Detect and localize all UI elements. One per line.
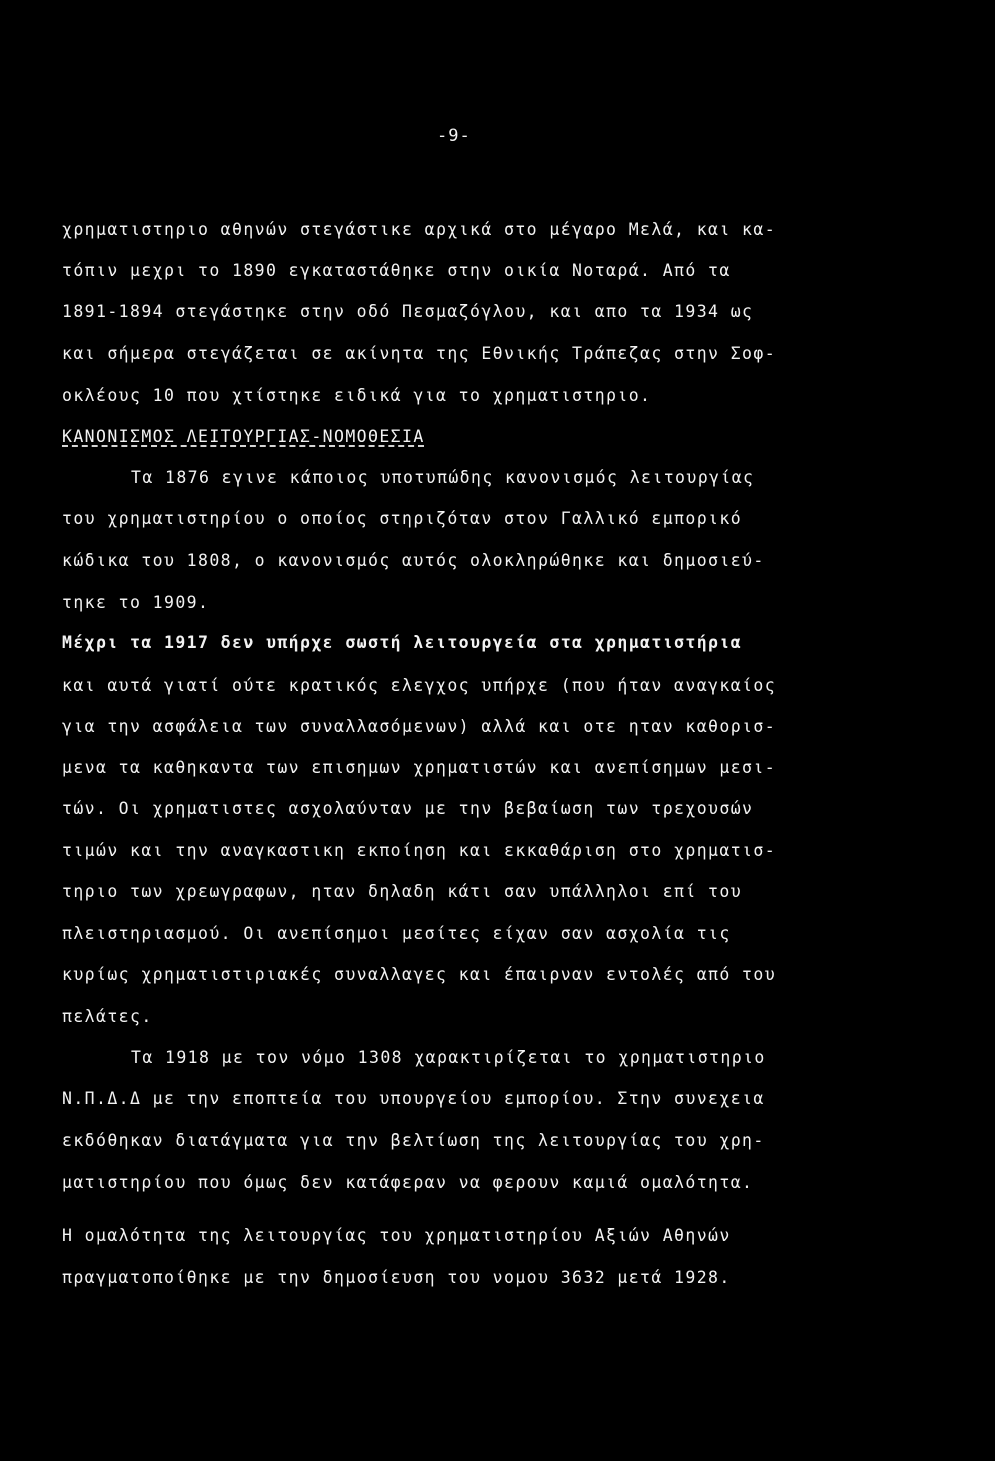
text-line: Τα 1876 εγινε κάποιος υποτυπώδης κανονισμός λειτουργίας bbox=[131, 468, 755, 487]
text-line: κώδικα του 1808, ο κανονισμός αυτός ολοκληρώθηκε και δημοσιεύ- bbox=[62, 551, 765, 570]
text-line: οκλέους 10 που χτίστηκε ειδικά για το χρηματιστηριο. bbox=[62, 386, 652, 405]
text-line: πελάτες. bbox=[62, 1007, 153, 1026]
text-line: εκδόθηκαν διατάγματα για την βελτίωση της λειτουργίας του χρη- bbox=[62, 1131, 765, 1150]
text-line: πραγματοποίθηκε με την δημοσίευση του νομου 3632 μετά 1928. bbox=[62, 1268, 731, 1287]
text-line: και σήμερα στεγάζεται σε ακίνητα της Εθνικής Τράπεζας στην Σοφ- bbox=[62, 344, 777, 363]
text-line: Η ομαλότητα της λειτουργίας του χρηματιστηρίου Αξιών Αθηνών bbox=[62, 1226, 731, 1245]
text-line: Τα 1918 με τον νόμο 1308 χαρακτιρίζεται το χρηματιστηριο bbox=[131, 1048, 766, 1067]
text-line: τηριο των χρεωγραφων, ηταν δηλαδη κάτι σαν υπάλληλοι επί του bbox=[62, 882, 743, 901]
text-line: χρηματιστηριο αθηνών στεγάστικε αρχικά στο μέγαρο Μελά, και κα- bbox=[62, 220, 777, 239]
text-line: πλειστηριασμού. Οι ανεπίσημοι μεσίτες είχαν σαν ασχολία τις bbox=[62, 924, 731, 943]
page-number: -9- bbox=[437, 126, 471, 146]
text-line: και αυτά γιατί ούτε κρατικός ελεγχος υπήρχε (που ήταν αναγκαίος bbox=[62, 676, 777, 695]
text-line: τών. Οι χρηματιστες ασχολαύνταν με την βεβαίωση των τρεχουσών bbox=[62, 799, 754, 818]
text-line: Ν.Π.Δ.Δ με την εποπτεία του υπουργείου εμπορίου. Στην συνεχεια bbox=[62, 1089, 765, 1108]
text-line: Μέχρι τα 1917 δεν υπήρχε σωστή λειτουργεία στα χρηματιστήρια bbox=[62, 633, 743, 652]
text-line: ματιστηρίου που όμως δεν κατάφεραν να φερουν καμιά ομαλότητα. bbox=[62, 1173, 754, 1192]
section-heading: ΚΑΝΟΝΙΣΜΟΣ ΛΕΙΤΟΥΡΓΙΑΣ-ΝΟΜΟΘΕΣΙΑ bbox=[62, 427, 425, 446]
text-line: τόπιν μεχρι το 1890 εγκαταστάθηκε στην οικία Νοταρά. Από τα bbox=[62, 261, 731, 280]
text-line: μενα τα καθηκαντα των επισημων χρηματιστών και ανεπίσημων μεσι- bbox=[62, 758, 777, 777]
text-line: 1891-1894 στεγάστηκε στην οδό Πεσμαζόγλου, και απο τα 1934 ως bbox=[62, 302, 754, 321]
text-line: τιμών και την αναγκαστικη εκποίηση και εκκαθάριση στο χρηματισ- bbox=[62, 841, 777, 860]
text-line: κυρίως χρηματιστιριακές συναλλαγες και έπαιρναν εντολές από του bbox=[62, 965, 777, 984]
text-line: του χρηματιστηρίου ο οποίος στηριζόταν στον Γαλλικό εμπορικό bbox=[62, 509, 743, 528]
text-line: για την ασφάλεια των συναλλασόμενων) αλλά και οτε ηταν καθορισ- bbox=[62, 717, 777, 736]
text-line: τηκε το 1909. bbox=[62, 593, 210, 612]
